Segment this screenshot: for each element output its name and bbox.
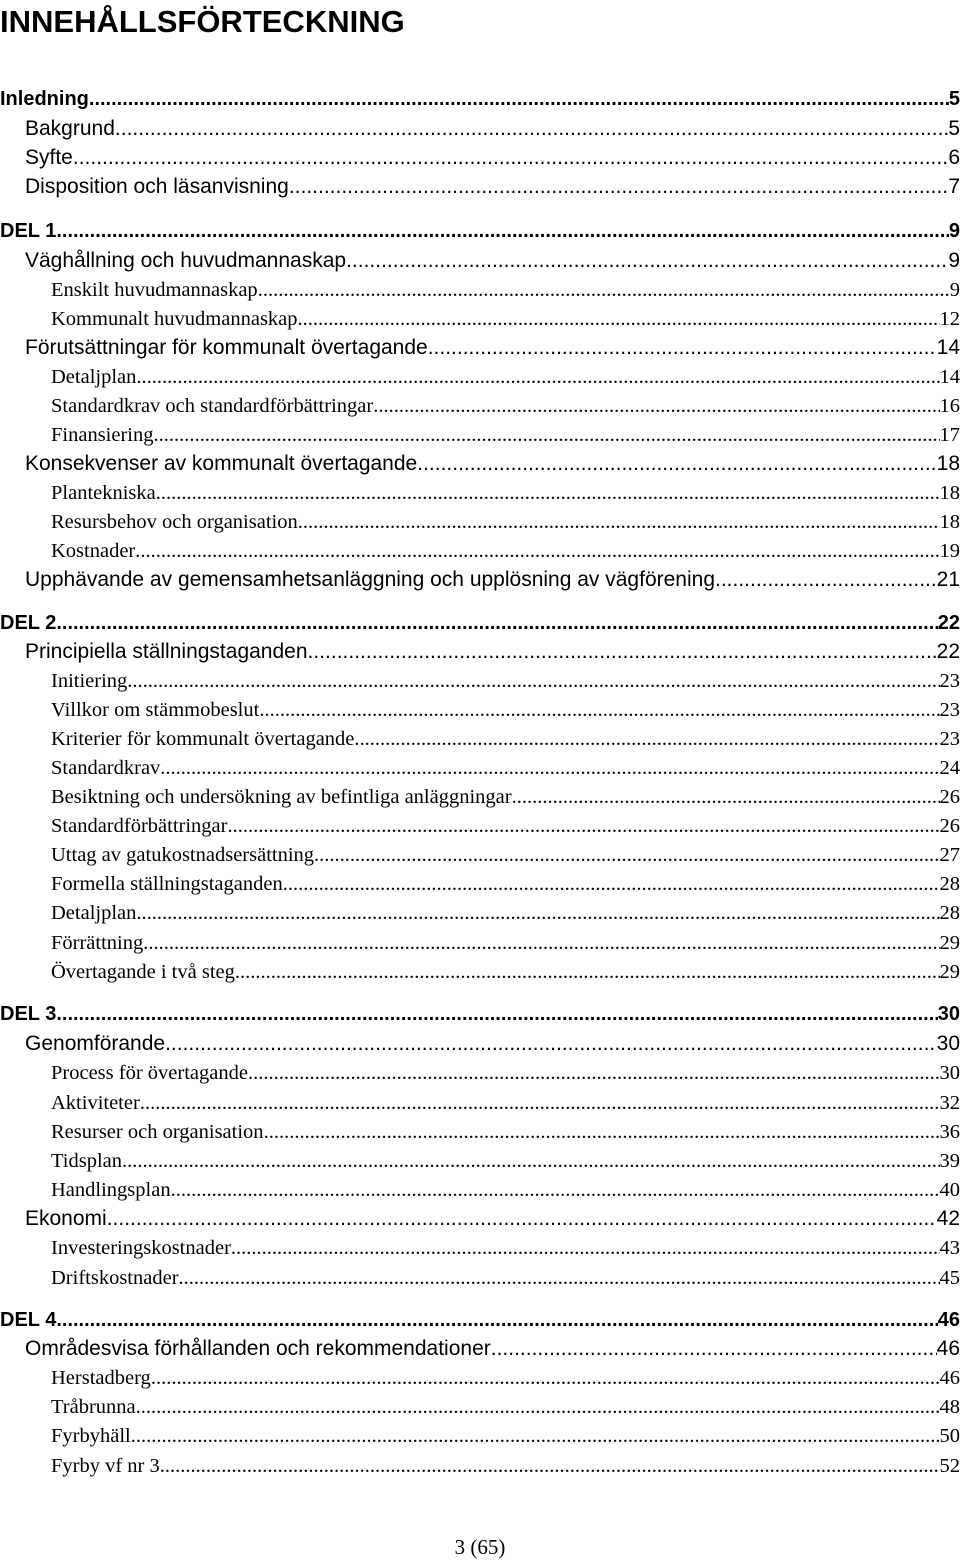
dot-leader: [56, 608, 937, 638]
toc-entry: [51, 1058, 960, 1088]
dot-leader: [491, 1334, 937, 1364]
toc-entry: [51, 1363, 960, 1393]
toc-entry: [0, 216, 960, 246]
toc-entry-label: Resurser och organisation: [51, 1121, 264, 1143]
dot-leader: [56, 999, 937, 1029]
dot-leader: [373, 391, 939, 421]
dot-leader: [428, 333, 937, 363]
dot-leader: [73, 143, 948, 173]
toc-entry-label: Tidsplan: [51, 1150, 123, 1172]
toc-entry-page-number: 30: [937, 1003, 960, 1025]
toc-entry-label: Syfte: [25, 146, 73, 169]
dot-leader: [56, 216, 949, 246]
toc-entry: [25, 114, 960, 144]
dot-leader: [235, 957, 940, 987]
toc-entry-page-number: 46: [937, 1309, 960, 1331]
toc-entry: [51, 666, 960, 696]
dot-leader: [135, 536, 939, 566]
toc-entry: [51, 840, 960, 870]
dot-leader: [160, 753, 939, 783]
toc-entry-page-number: 29: [939, 961, 960, 983]
toc-entry-label: Principiella ställningstaganden: [25, 640, 308, 663]
toc-entry-page-number: 50: [939, 1425, 960, 1447]
dot-leader: [89, 84, 949, 114]
dot-leader: [227, 811, 939, 841]
toc-entry: [51, 362, 960, 392]
toc-entry-page-number: 27: [939, 844, 960, 866]
toc-entry: [51, 536, 960, 566]
dot-leader: [107, 1204, 937, 1234]
toc-entry-page-number: 40: [939, 1179, 960, 1201]
dot-leader: [156, 478, 940, 508]
toc-entry-page-number: 23: [939, 670, 960, 692]
dot-leader: [248, 1058, 940, 1088]
toc-entry-page-number: 36: [939, 1121, 960, 1143]
toc-entry-page-number: 5: [948, 88, 960, 110]
toc-entry: [51, 928, 960, 958]
toc-entry: [51, 1117, 960, 1147]
toc-entry-label: Finansiering: [51, 424, 154, 446]
toc-entry-label: Standardkrav och standardförbättringar: [51, 395, 374, 417]
toc-entry-label: Handlingsplan: [51, 1179, 171, 1201]
toc-entry-label: Övertagande i två steg: [51, 961, 235, 983]
toc-entry-page-number: 17: [939, 424, 960, 446]
toc-entry: [51, 1263, 960, 1293]
dot-leader: [354, 724, 939, 754]
toc-entry-page-number: 16: [939, 395, 960, 417]
toc-entry-label: Plantekniska: [51, 482, 156, 504]
toc-entry: [51, 957, 960, 987]
toc-entry-page-number: 30: [936, 1032, 960, 1055]
dot-leader: [165, 1029, 937, 1059]
toc-entry-page-number: 18: [939, 482, 960, 504]
dot-leader: [140, 1088, 940, 1118]
toc-entry: [0, 999, 960, 1029]
dot-leader: [136, 898, 939, 928]
toc-entry: [25, 333, 960, 363]
toc-entry-label: Formella ställningstaganden: [51, 873, 283, 895]
toc-entry-page-number: 23: [939, 699, 960, 721]
toc-entry-label: Områdesvisa förhållanden och rekommendationer: [25, 1337, 491, 1360]
toc-entry-label: Genomförande: [25, 1032, 166, 1055]
toc-entry-label: Väghållning och huvudmannaskap: [25, 249, 347, 272]
toc-entry: [51, 898, 960, 928]
toc-entry: [25, 1204, 960, 1234]
toc-entry-page-number: 22: [936, 640, 960, 663]
toc-entry-label: DEL 2: [0, 612, 57, 634]
toc-entry-page-number: 5: [948, 117, 960, 140]
dot-leader: [264, 1117, 940, 1147]
toc-entry-label: Förrättning: [51, 932, 144, 954]
toc-entry: [51, 1175, 960, 1205]
toc-entry-label: Ekonomi: [25, 1207, 107, 1230]
toc-entry: [51, 478, 960, 508]
dot-leader: [115, 114, 948, 144]
toc-entry: [51, 753, 960, 783]
dot-leader: [298, 507, 940, 537]
toc-entry-page-number: 23: [939, 728, 960, 750]
dot-leader: [283, 869, 940, 899]
toc-entry-label: Detaljplan: [51, 366, 137, 388]
dot-leader: [231, 1233, 940, 1263]
toc-entry: [51, 1233, 960, 1263]
page-title: INNEHÅLLSFÖRTECKNING: [0, 4, 405, 39]
toc-entry: [25, 1334, 960, 1364]
toc-entry: [25, 246, 960, 276]
toc-entry: [51, 1421, 960, 1451]
toc-entry: [25, 637, 960, 667]
dot-leader: [127, 666, 939, 696]
toc-entry: [25, 449, 960, 479]
toc-entry-label: DEL 3: [0, 1003, 57, 1025]
toc-entry-label: Fyrby vf nr 3: [51, 1455, 160, 1477]
toc-entry-page-number: 9: [948, 249, 960, 272]
toc-entry-label: Resursbehov och organisation: [51, 511, 298, 533]
toc-entry-page-number: 24: [939, 757, 960, 779]
toc-entry: [0, 608, 960, 638]
toc-entry: [51, 275, 960, 305]
toc-entry-label: Enskilt huvudmannaskap: [51, 279, 258, 301]
toc-entry-page-number: 48: [939, 1396, 960, 1418]
toc-entry-page-number: 46: [939, 1367, 960, 1389]
toc-entry-page-number: 7: [948, 175, 960, 198]
toc-entry-label: Disposition och läsanvisning: [25, 175, 289, 198]
toc-entry-page-number: 45: [939, 1267, 960, 1289]
toc-entry: [25, 1029, 960, 1059]
toc-entry: [51, 1392, 960, 1422]
dot-leader: [136, 1392, 940, 1422]
toc-entry: [51, 811, 960, 841]
toc-entry-label: Investeringskostnader: [51, 1237, 231, 1259]
toc-entry-page-number: 9: [949, 279, 960, 301]
toc-entry-label: Initiering: [51, 670, 128, 692]
toc-entry: [51, 304, 960, 334]
toc-entry-label: Kommunalt huvudmannaskap: [51, 308, 298, 330]
dot-leader: [259, 695, 939, 725]
toc-entry-label: Besiktning och undersökning av befintliga anläggningar: [51, 786, 512, 808]
toc-entry: [0, 1305, 960, 1335]
toc-entry-page-number: 46: [936, 1337, 960, 1360]
toc-entry-label: Aktiviteter: [51, 1092, 140, 1114]
toc-entry-label: Process för övertagande: [51, 1062, 248, 1084]
dot-leader: [258, 275, 950, 305]
toc-entry-page-number: 42: [936, 1207, 960, 1230]
toc-entry: [51, 695, 960, 725]
toc-entry: [51, 1451, 960, 1481]
toc-entry: [51, 869, 960, 899]
dot-leader: [298, 304, 940, 334]
dot-leader: [171, 1175, 940, 1205]
toc-entry-label: Kriterier för kommunalt övertagande: [51, 728, 355, 750]
toc-entry-page-number: 26: [939, 786, 960, 808]
toc-entry-page-number: 12: [939, 308, 960, 330]
toc-entry-page-number: 22: [937, 612, 960, 634]
toc-entry-page-number: 43: [939, 1237, 960, 1259]
toc-entry: [51, 507, 960, 537]
toc-entry: [51, 782, 960, 812]
toc-entry-page-number: 26: [939, 815, 960, 837]
toc-entry-label: Upphävande av gemensamhetsanläggning och upplösning av vägförening: [25, 568, 715, 591]
dot-leader: [512, 782, 940, 812]
toc-entry-page-number: 32: [939, 1092, 960, 1114]
toc-entry-label: Tråbrunna: [51, 1396, 136, 1418]
toc-entry-label: Villkor om stämmobeslut: [51, 699, 260, 721]
toc-entry-page-number: 21: [936, 568, 960, 591]
toc-entry-label: Herstadberg: [51, 1367, 151, 1389]
toc-entry: [0, 84, 960, 114]
toc-entry-label: Förutsättningar för kommunalt övertagande: [25, 336, 428, 359]
dot-leader: [314, 840, 939, 870]
dot-leader: [136, 362, 939, 392]
toc-entry-label: Fyrbyhäll: [51, 1425, 131, 1447]
toc-entry-page-number: 14: [939, 366, 960, 388]
dot-leader: [131, 1421, 940, 1451]
toc-entry-page-number: 19: [939, 540, 960, 562]
toc-entry-page-number: 18: [936, 452, 960, 475]
toc-entry-page-number: 28: [939, 873, 960, 895]
dot-leader: [56, 1305, 937, 1335]
toc-entry-label: DEL 1: [0, 220, 57, 242]
toc-entry-label: Uttag av gatukostnadsersättning: [51, 844, 315, 866]
dot-leader: [143, 928, 939, 958]
toc-entry-label: Inledning: [0, 88, 89, 110]
toc-entry-label: Kostnader: [51, 540, 136, 562]
toc-entry: [25, 143, 960, 173]
toc-entry-page-number: 9: [948, 220, 960, 242]
dot-leader: [715, 565, 937, 595]
dot-leader: [346, 246, 948, 276]
toc-entry-page-number: 29: [939, 932, 960, 954]
toc-entry: [25, 172, 960, 202]
toc-entry: [25, 565, 960, 595]
dot-leader: [289, 172, 949, 202]
toc-entry-page-number: 52: [939, 1455, 960, 1477]
dot-leader: [122, 1146, 939, 1176]
toc-entry-page-number: 18: [939, 511, 960, 533]
dot-leader: [160, 1451, 940, 1481]
toc-entry-label: Detaljplan: [51, 902, 137, 924]
toc-entry: [51, 724, 960, 754]
toc-entry-label: Standardkrav: [51, 757, 161, 779]
dot-leader: [417, 449, 936, 479]
page-number-footer: 3 (65): [454, 1535, 506, 1559]
toc-entry-page-number: 39: [939, 1150, 960, 1172]
toc-entry: [51, 1088, 960, 1118]
toc-entry-label: DEL 4: [0, 1309, 57, 1331]
dot-leader: [154, 420, 940, 450]
toc-entry-page-number: 6: [948, 146, 960, 169]
toc-entry: [51, 420, 960, 450]
toc-entry-page-number: 30: [939, 1062, 960, 1084]
dot-leader: [151, 1363, 940, 1393]
toc-entry-label: Konsekvenser av kommunalt övertagande: [25, 452, 418, 475]
toc-entry-page-number: 14: [936, 336, 960, 359]
toc-entry-label: Driftskostnader: [51, 1267, 179, 1289]
dot-leader: [308, 637, 937, 667]
toc-entry: [51, 1146, 960, 1176]
toc-entry-label: Bakgrund: [25, 117, 115, 140]
toc-entry: [51, 391, 960, 421]
toc-entry-page-number: 28: [939, 902, 960, 924]
toc-entry-label: Standardförbättringar: [51, 815, 228, 837]
dot-leader: [179, 1263, 940, 1293]
